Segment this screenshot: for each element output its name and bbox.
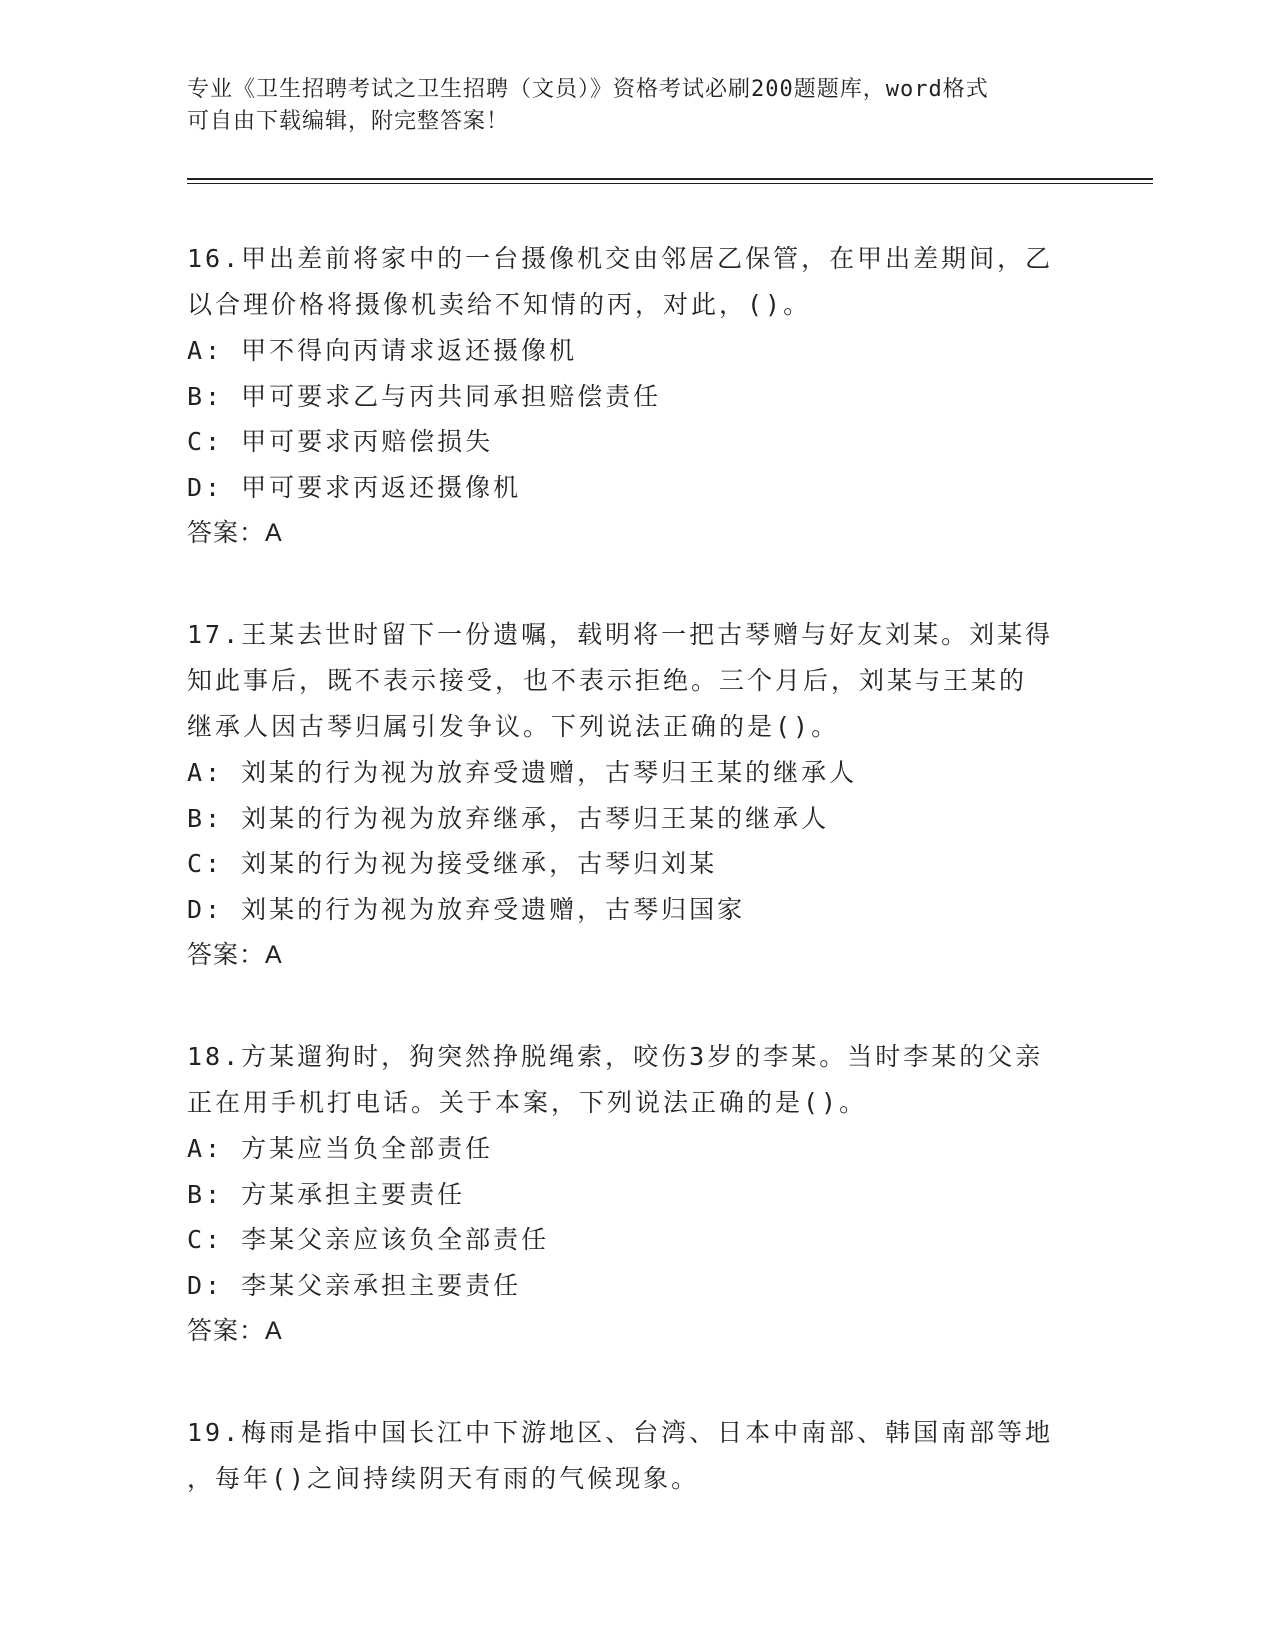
stem-line: 以合理价格将摄像机卖给不知情的丙，对此，()。	[187, 290, 812, 319]
stem-line: 17.王某去世时留下一份遗嘱，载明将一把古琴赠与好友刘某。刘某得	[187, 620, 1054, 649]
option-c: C: 刘某的行为视为接受继承，古琴归刘某	[187, 849, 718, 878]
stem-line: 正在用手机打电话。关于本案，下列说法正确的是()。	[187, 1088, 868, 1117]
stem-line: 18.方某遛狗时，狗突然挣脱绳索，咬伤3岁的李某。当时李某的父亲	[187, 1042, 1044, 1071]
question-stem	[187, 612, 1067, 750]
option-a: A: 方某应当负全部责任	[187, 1134, 494, 1163]
option-a: A: 甲不得向丙请求返还摄像机	[187, 336, 578, 365]
document-header	[187, 74, 1087, 138]
option-b: B: 刘某的行为视为放弃继承，古琴归王某的继承人	[187, 803, 830, 833]
stem-line: 知此事后，既不表示接受，也不表示拒绝。三个月后，刘某与王某的	[187, 666, 1028, 695]
stem-line: 19.梅雨是指中国长江中下游地区、台湾、日本中南部、韩国南部等地	[187, 1418, 1054, 1447]
header-divider-thin	[187, 183, 1153, 184]
header-title-line-1: 专业《卫生招聘考试之卫生招聘（文员）》资格考试必刷200题题库，word格式	[187, 77, 989, 102]
answer-line: 答案：A	[187, 519, 283, 547]
header-title-line-2: 可自由下载编辑，附完整答案！	[187, 109, 510, 134]
question-17	[187, 612, 1067, 978]
question-18	[187, 1034, 1067, 1354]
stem-line: 16.甲出差前将家中的一台摄像机交由邻居乙保管，在甲出差期间，乙	[187, 244, 1054, 273]
option-b: B: 甲可要求乙与丙共同承担赔偿责任	[187, 381, 662, 411]
stem-line: 继承人因古琴归属引发争议。下列说法正确的是()。	[187, 712, 840, 741]
answer-line: 答案：A	[187, 1317, 283, 1345]
question-stem	[187, 1034, 1067, 1126]
option-d: D: 刘某的行为视为放弃受遗赠，古琴归国家	[187, 894, 746, 924]
question-stem	[187, 236, 1067, 328]
stem-line: ，每年()之间持续阴天有雨的气候现象。	[187, 1464, 700, 1493]
header-divider-thick	[187, 178, 1153, 180]
option-d: D: 甲可要求丙返还摄像机	[187, 472, 522, 502]
option-a: A: 刘某的行为视为放弃受遗赠，古琴归王某的继承人	[187, 758, 858, 787]
question-stem	[187, 1410, 1067, 1502]
option-c: C: 甲可要求丙赔偿损失	[187, 427, 494, 456]
question-19	[187, 1410, 1067, 1502]
option-c: C: 李某父亲应该负全部责任	[187, 1225, 550, 1254]
answer-line: 答案：A	[187, 941, 283, 969]
option-b: B: 方某承担主要责任	[187, 1179, 466, 1209]
question-list	[187, 236, 1067, 1502]
question-16	[187, 236, 1067, 556]
option-d: D: 李某父亲承担主要责任	[187, 1270, 522, 1300]
